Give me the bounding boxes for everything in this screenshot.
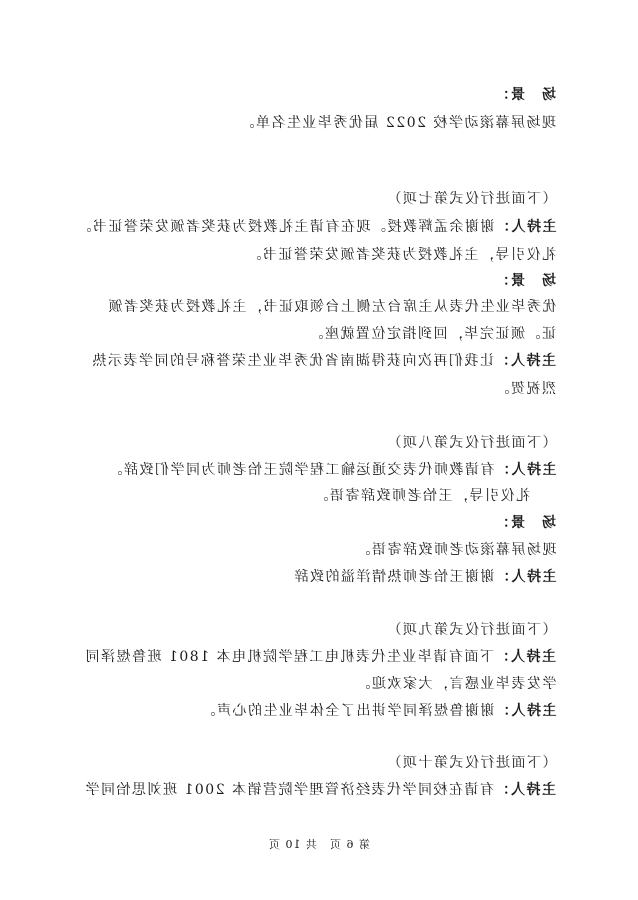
paragraph-line: 证。颁证完毕，回到指定位置就座。	[308, 326, 556, 342]
host-line: 主持人：有请教师代表交通运输工程学院王怡老师为同学们致辞。	[106, 462, 556, 478]
section-note: （下面进行仪式第九项）	[385, 622, 556, 638]
host-line: 主持人：谢谢王怡老师热情洋溢的致辞	[292, 569, 556, 585]
paragraph-line: 礼仪引导，王怡老师致辞寄语。	[313, 488, 530, 504]
section-note: （下面进行仪式第八项）	[385, 435, 556, 451]
host-line: 主持人：有请在校同学代表经济管理学院营销本 2001 班刘思怡同学	[83, 782, 556, 798]
paragraph-line: 现场屏幕滚动老师致辞寄语。	[354, 542, 556, 558]
paragraph-line: 学发表毕业感言，大家欢迎。	[354, 676, 556, 692]
paragraph-line: 礼仪引导，主礼教授为获奖者颁发荣誉证书。	[246, 247, 556, 263]
section-note: （下面进行仪式第十项）	[385, 755, 556, 771]
scene-heading: 场 景：	[494, 87, 556, 103]
host-line: 主持人：下面有请毕业生代表机电工程学院机电本 1801 班鲁煜泽同	[83, 649, 556, 665]
paragraph-line: 优秀毕业生代表从主席台左侧上台领取证书，主礼教授为获奖者颁	[106, 299, 556, 315]
paragraph-line: 烈祝贺。	[494, 381, 556, 397]
page-footer: 第 6 页 共 10 页	[268, 838, 370, 851]
host-line: 主持人：让我们再次向获得湖南省优秀毕业生荣誉称号的同学表示热	[91, 353, 556, 369]
scene-heading: 场 景：	[494, 273, 556, 289]
host-line: 主持人：谢谢鲁煜泽同学讲出了全体毕业生的心声。	[199, 703, 556, 719]
section-note: （下面进行仪式第七项）	[385, 191, 556, 207]
paragraph-line: 现场屏幕滚动学校 2022 届优秀毕业生名单。	[238, 115, 556, 131]
host-line: 主持人：谢谢余孟辉教授。现在有请主礼教授为获奖者颁发荣誉证书。	[75, 219, 556, 235]
scene-heading: 场 景：	[494, 515, 556, 531]
